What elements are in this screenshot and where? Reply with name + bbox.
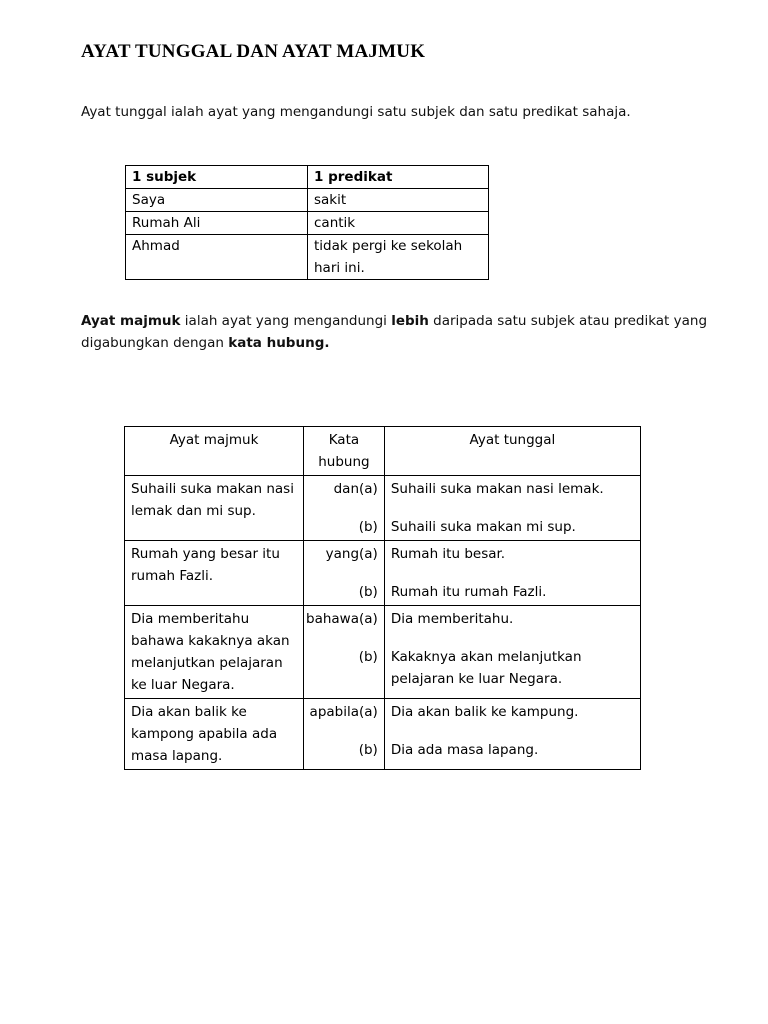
tunggal-b: Kakaknya akan melanjutkan pelajaran ke luar Negara. — [390, 649, 582, 687]
table-row — [125, 476, 641, 541]
majmuk-cell: Dia memberitahu bahawa kakaknya akan melanjutkan pelajaran ke luar Negara. — [125, 606, 304, 699]
intro-paragraph: Ayat tunggal ialah ayat yang mengandungi satu subjek dan satu predikat sahaja. — [81, 104, 631, 120]
term-kata-hubung: kata hubung. — [228, 335, 330, 351]
majmuk-definition — [81, 310, 711, 354]
tunggal-a: Dia akan balik ke kampung. — [390, 704, 579, 720]
label-b: (b) — [358, 519, 378, 535]
label-b: (b) — [358, 742, 378, 758]
table-row — [125, 606, 641, 699]
header-predikat: 1 predikat — [308, 166, 489, 189]
table-row — [125, 699, 641, 770]
kata-hubung-line — [306, 478, 382, 500]
label-b: (b) — [358, 649, 378, 665]
header-subjek: 1 subjek — [126, 166, 308, 189]
tunggal-b: Suhaili suka makan mi sup. — [390, 519, 576, 535]
definition-text-b: daripada satu subjek atau predikat yang digabungkan dengan — [81, 313, 708, 351]
majmuk-cell: Dia akan balik ke kampong apabila ada masa lapang. — [125, 699, 304, 770]
predikat-cell: sakit — [308, 189, 489, 212]
subjek-cell: Saya — [126, 189, 308, 212]
tunggal-b: Dia ada masa lapang. — [390, 742, 539, 758]
label-a: (a) — [359, 546, 378, 562]
tunggal-cell — [384, 606, 640, 699]
subjek-cell: Rumah Ali — [126, 212, 308, 235]
table-header-row — [126, 166, 489, 189]
kata-hubung-line — [306, 701, 382, 723]
label-a: (a) — [359, 611, 378, 627]
subject-predicate-table — [125, 165, 489, 280]
tunggal-a: Rumah itu besar. — [390, 546, 506, 562]
table-row — [126, 189, 489, 212]
tunggal-cell — [384, 699, 640, 770]
tunggal-a: Dia memberitahu. — [390, 611, 514, 627]
compound-sentence-table — [124, 426, 641, 770]
term-lebih: lebih — [391, 313, 429, 329]
tunggal-cell — [384, 541, 640, 606]
majmuk-cell: Rumah yang besar itu rumah Fazli. — [125, 541, 304, 606]
header-ayat-tunggal: Ayat tunggal — [384, 427, 640, 476]
predikat-cell: cantik — [308, 212, 489, 235]
tunggal-cell — [384, 476, 640, 541]
table-row — [125, 541, 641, 606]
kata-hubung-cell — [304, 606, 385, 699]
definition-text-a: ialah ayat yang mengandungi — [180, 313, 392, 329]
kata-hubung-cell — [304, 699, 385, 770]
table-row — [126, 212, 489, 235]
predikat-cell: tidak pergi ke sekolah hari ini. — [308, 235, 489, 280]
kata-hubung-cell — [304, 541, 385, 606]
majmuk-cell: Suhaili suka makan nasi lemak dan mi sup. — [125, 476, 304, 541]
page-title: AYAT TUNGGAL DAN AYAT MAJMUK — [81, 41, 426, 62]
kata-hubung-word: dan — [333, 481, 360, 497]
kata-hubung-cell — [304, 476, 385, 541]
subjek-cell: Ahmad — [126, 235, 308, 280]
label-b: (b) — [358, 584, 378, 600]
kata-hubung-word: yang — [325, 546, 360, 562]
term-ayat-majmuk: Ayat majmuk — [81, 313, 181, 329]
header-ayat-majmuk: Ayat majmuk — [125, 427, 304, 476]
table-row — [126, 235, 489, 280]
header-kata-hubung: Kata hubung — [304, 427, 385, 476]
label-a: (a) — [359, 704, 378, 720]
tunggal-a: Suhaili suka makan nasi lemak. — [390, 481, 604, 497]
kata-hubung-word: apabila — [309, 704, 360, 720]
table-header-row — [125, 427, 641, 476]
kata-hubung-line — [306, 543, 382, 565]
kata-hubung-word: bahawa — [306, 611, 360, 627]
tunggal-b: Rumah itu rumah Fazli. — [390, 584, 547, 600]
label-a: (a) — [359, 481, 378, 497]
kata-hubung-line — [306, 608, 382, 630]
